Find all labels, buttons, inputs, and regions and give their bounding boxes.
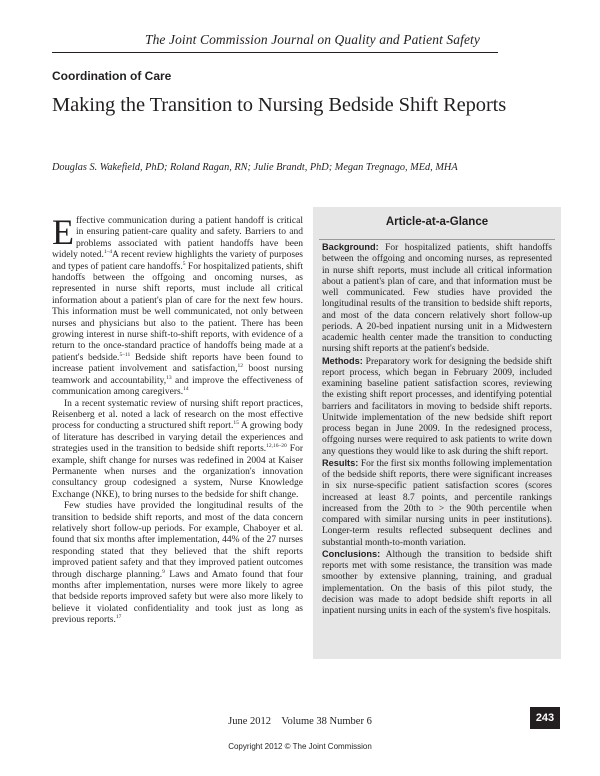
aag-results-label: Results: bbox=[322, 457, 359, 468]
article-title: Making the Transition to Nursing Bedside Shift Reports bbox=[52, 94, 507, 116]
aag-methods-label: Methods: bbox=[322, 355, 363, 366]
aag-title: Article-at-a-Glance bbox=[385, 216, 489, 228]
citation: 15 bbox=[233, 420, 239, 427]
aag-conclusions-label: Conclusions: bbox=[322, 548, 381, 559]
citation: 5–11 bbox=[119, 351, 131, 358]
page-number: 243 bbox=[530, 707, 560, 729]
aag-results bbox=[322, 458, 552, 549]
author-list: Douglas S. Wakefield, PhD; Roland Ragan, RN; Julie Brandt, PhD; Megan Tregnago, MEd, MHA bbox=[52, 162, 458, 173]
p2-text-b: A growing body of literature has described in varying detail the experiences and strategies used in the transition to bedside shift reports. bbox=[52, 421, 303, 455]
p1-text-c: For hospitalized patients, shift handoffs between the offgoing and oncoming nurses, as represented in nurse shift reports, must include all critical information about a patient's plan of care for the next few hours. This information must be well communicated, not only between nurses and physicians but also to the patient. There has been growing interest in nurse shift-to-shift reports, with evidence of a return to the once-standard practice of handoffs being made at a patient's bedside. bbox=[52, 261, 303, 363]
aag-background-text: For hospitalized patients, shift handoffs between the offgoing and oncoming nurses, as represented in nurse shift reports, must include all critical information about a patient's plan of care, and that information must be well communicated. Few studies have provided the longitudinal results of the transition to bedside shift reports, and most of the data concern relatively short follow-up periods. A 20-bed inpatient nursing unit in a Midwestern academic health center made the transition to conducting nursing shift reports at the patient's bedside. bbox=[322, 243, 552, 355]
body-paragraph-2 bbox=[52, 399, 303, 502]
aag-content bbox=[322, 242, 552, 617]
article-body bbox=[52, 212, 304, 627]
p3-text-a: Few studies have provided the longitudinal results of the transition to bedside shift reports, and most of the data concern relatively short follow-up periods. For example, Chaboyer et al. found that six months after implementation, 44% of the 27 nurses responding stated that they believed that the shift reports improved patient safety and that they improved patient outcomes through discharge planning. bbox=[52, 501, 303, 580]
p1-text-f: and improve the effectiveness of communication among caregivers. bbox=[52, 375, 303, 398]
p2-text-c: For example, shift change for nurses was redefined in 2004 at Kaiser Permanente when nurses and the organization's innovation consultancy group codesigned a system, Nurse Knowledge Exchange (NKE), to bring nurses to the bedside for shift change. bbox=[52, 444, 303, 500]
citation: 13 bbox=[166, 374, 172, 381]
aag-results-text: For the first six months following implementation of the bedside shift reports, there were significant increases in six nurse-specific patient satisfaction scores (scores increased at least 8.7 points, and percentile rankings increased from the 20th to > the 90th percentile when compared with similar nursing units in peer institutions). Longer-term results reflected subsequent declines and substantial month-to-month variation. bbox=[322, 458, 552, 548]
drop-cap: E bbox=[52, 212, 74, 252]
citation: 5 bbox=[182, 260, 186, 267]
aag-conclusions bbox=[322, 549, 552, 618]
body-paragraph-3 bbox=[52, 501, 303, 626]
citation: 1–4 bbox=[103, 249, 113, 256]
journal-title: The Joint Commission Journal on Quality and Patient Safety bbox=[144, 32, 480, 47]
copyright-notice: Copyright 2012 © The Joint Commission bbox=[228, 742, 372, 751]
p1-text-a: ffective communication during a patient handoff is critical in ensuring patient-care quality and safety. Barriers to and problems associated with patient handoffs have been widely noted. bbox=[52, 216, 303, 261]
aag-background bbox=[322, 242, 552, 356]
citation: 12,16–20 bbox=[266, 442, 287, 449]
citation: 14 bbox=[183, 385, 189, 392]
citation: 9 bbox=[162, 568, 165, 575]
aag-divider bbox=[319, 239, 555, 240]
article-at-a-glance-box bbox=[313, 207, 561, 659]
aag-conclusions-text: Although the transition to bedside shift reports met with some resistance, the transition was made smoother by extensive planning, training, and gradual implementation. On the basis of this pilot study, the decision was made to adopt bedside shift reports in all inpatient nursing units in each of the system's five hospitals. bbox=[322, 549, 552, 616]
aag-methods-text: Preparatory work for designing the bedside shift report process, which began in February 2009, included examining baseline patient satisfaction scores, reviewing the existing shift report processes, and identifying potential barriers and facilitators in moving to bedside shift reports. Unitwide implementation of the new bedside shift report process began in June 2009. In the redesigned process, offgoing nurses were required to ask patients to write down any questions they would like to ask during the shift report. bbox=[322, 356, 552, 457]
citation: 17 bbox=[115, 614, 122, 621]
citation: 12 bbox=[237, 363, 244, 370]
aag-methods bbox=[322, 356, 552, 458]
section-label: Coordination of Care bbox=[52, 69, 172, 83]
header-rule bbox=[52, 52, 498, 53]
body-paragraph-1 bbox=[52, 212, 304, 399]
p3-text-b: Laws and Amato found that four months after implementation, nurses were more likely to agree that bedside reports improved safety but were also more likely to believe it violated confidentiality and took just as long as previous reports. bbox=[52, 569, 303, 626]
aag-background-label: Background: bbox=[322, 242, 379, 252]
p1-text-b: A recent review highlights the variety of purposes and types of patient care handoffs. bbox=[52, 250, 304, 272]
p1-text-d: Bedside shift reports have been found to increase patient involvement and satisfaction, bbox=[52, 352, 303, 375]
issue-info: June 2012 Volume 38 Number 6 bbox=[228, 716, 372, 727]
p1-text-e: boost nursing teamwork and accountability, bbox=[52, 364, 303, 386]
p2-text-a: In a recent systematic review of nursing shift report practices, Reisenberg et al. noted a lack of research on the most effective process for conducting a structured shift report. bbox=[52, 398, 303, 432]
